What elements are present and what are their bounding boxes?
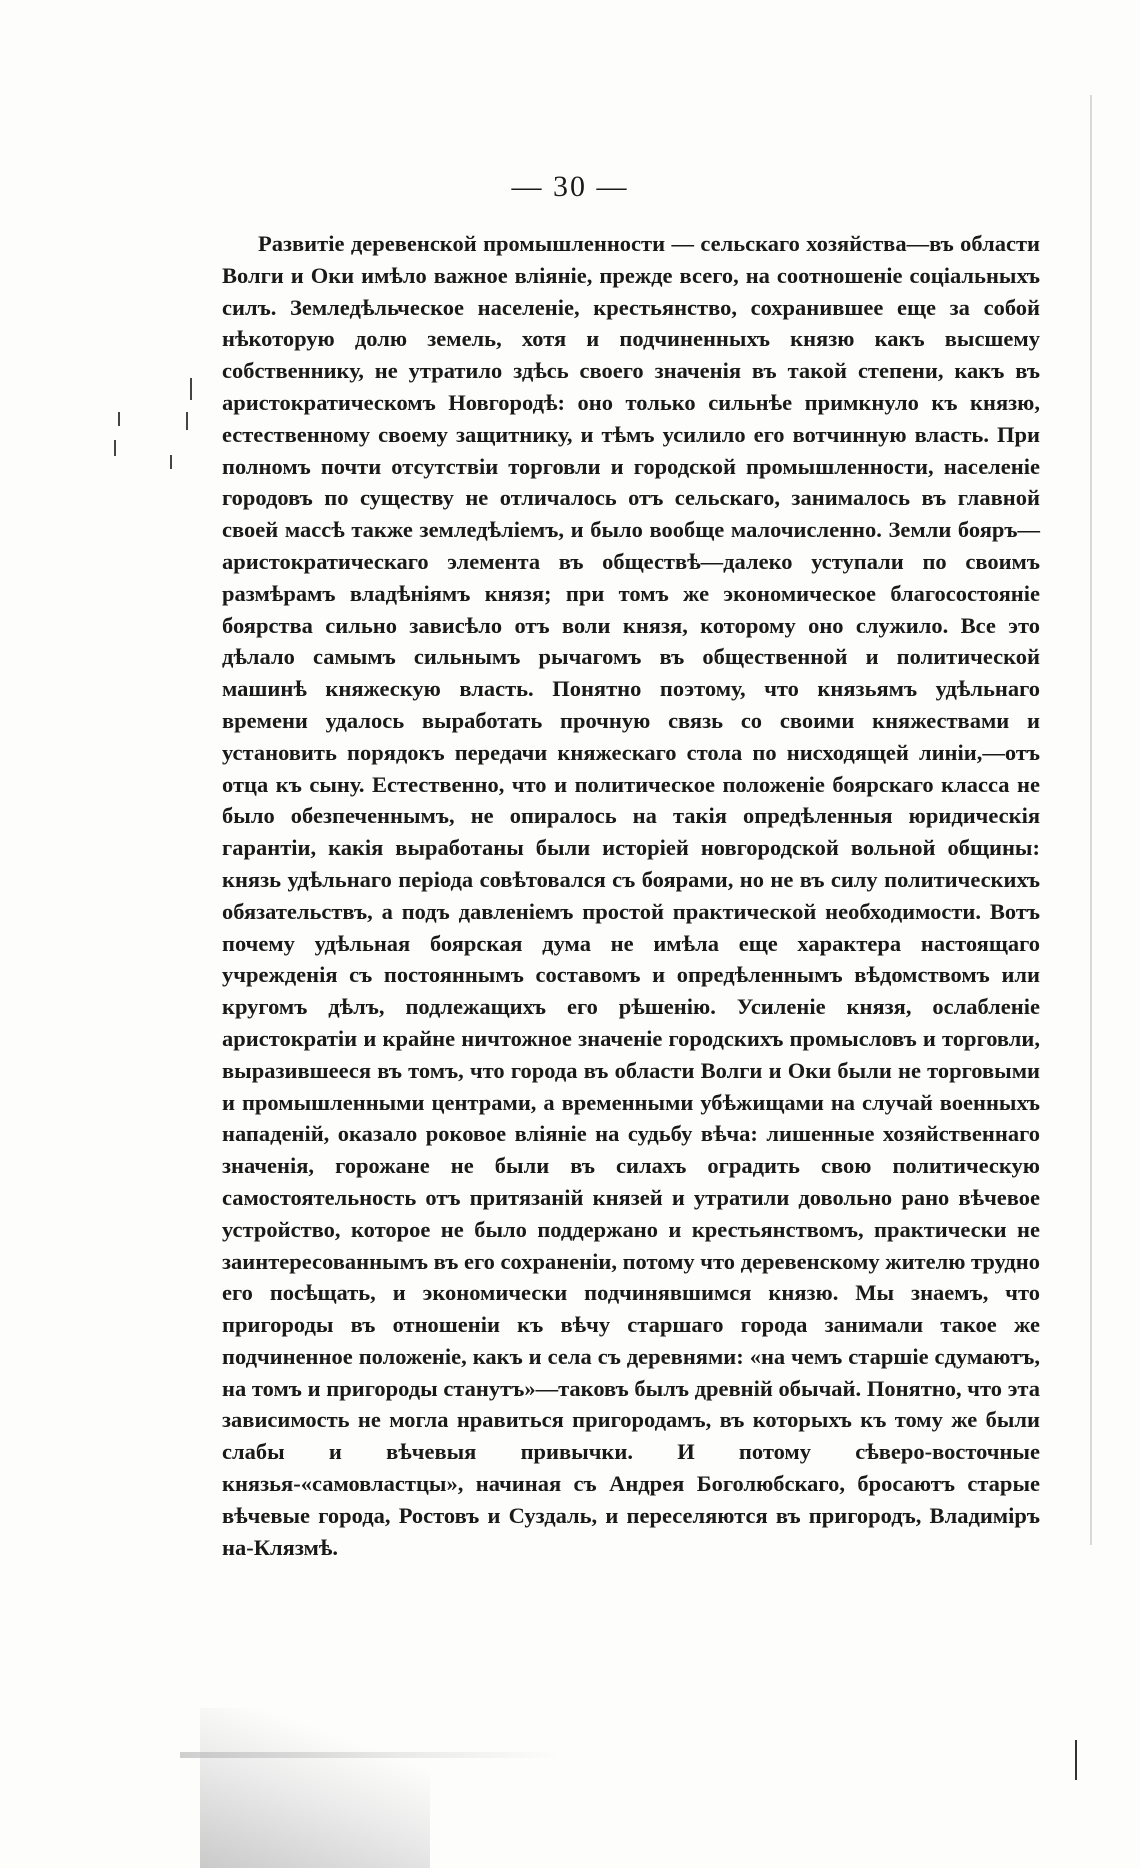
margin-mark bbox=[186, 412, 188, 430]
margin-mark bbox=[114, 440, 116, 456]
page-corner-shadow bbox=[200, 1708, 430, 1868]
margin-mark bbox=[190, 378, 192, 400]
margin-mark bbox=[170, 455, 172, 469]
page-bottom-edge bbox=[180, 1752, 560, 1758]
margin-mark bbox=[1075, 1740, 1077, 1780]
page-edge-shadow bbox=[1090, 95, 1092, 1545]
page-number: — 30 — bbox=[511, 170, 629, 203]
body-paragraph: Развитіе деревенской промышленности — сельскаго хозяйства—въ области Волги и Оки имѣло важное вліяніе, прежде всего, на соотношеніе соціальныхъ силъ. Земледѣльческое населеніе, крестьянство, сохранившее еще за собой нѣкоторую долю земель, хотя и подчиненныхъ князю какъ высшему собственнику, не утратило здѣсь своего значенія въ такой степени, какъ въ аристократическомъ Новгородѣ: оно только сильнѣе примкнуло къ князю, естественному своему защитнику, и тѣмъ усилило его вотчинную власть. При полномъ почти отсутствіи торговли и городской промышленности, населеніе городовъ по существу не отличалось отъ сельскаго, занималось въ главной своей массѣ также земледѣліемъ, и было вообще малочисленно. Земли бояръ—аристократическаго элемента въ обществѣ—далеко уступали по своимъ размѣрамъ владѣніямъ князя; при томъ же экономическое благосостояніе боярства сильно зависѣло отъ воли князя, которому оно служило. Все это дѣлало самымъ сильнымъ рычагомъ въ общественной и политической машинѣ княжескую власть. Понятно поэтому, что князьямъ удѣльнаго времени удалось выработать прочную связь со своими княжествами и установить порядокъ передачи княжескаго стола по нисходящей линіи,—отъ отца къ сыну. Естественно, что и политическое положеніе боярскаго класса не было обезпеченнымъ, не опиралось на такія опредѣленныя юридическія гарантіи, какія выработаны были исторіей новгородской вольной общины: князь удѣльнаго періода совѣтовался съ боярами, но не въ силу политическихъ обязательствъ, а подъ давленіемъ простой практической необходимости. Вотъ почему удѣльная боярская дума не имѣла еще характера настоящаго учрежденія съ постояннымъ составомъ и опредѣленнымъ вѣдомствомъ или кругомъ дѣлъ, подлежащихъ его рѣшенію. Усиленіе князя, ослабленіе аристократіи и крайне ничтожное значеніе городскихъ промысловъ и торговли, выразившееся въ томъ, что города въ области Волги и Оки были не торговыми и промышленными центрами, а временными убѣжищами на случай военныхъ нападеній, оказало роковое вліяніе на судьбу вѣча: лишенные хозяйственнаго значенія, горожане не были въ силахъ оградить свою политическую самостоятельность отъ притязаній князей и утратили довольно рано вѣчевое устройство, которое не было поддержано и крестьянствомъ, практически не заинтересованнымъ въ его сохраненіи, потому что деревенскому жителю трудно его посѣщать, и экономически подчинявшимся князю. Мы знаемъ, что пригороды въ отношеніи къ вѣчу старшаго города занимали такое же подчиненное положеніе, какъ и села съ деревнями: «на чемъ старшіе сдумаютъ, на томъ и пригороды станутъ»—таковъ былъ древній обычай. Понятно, что эта зависимость не могла нравиться пригородамъ, въ которыхъ къ тому же были слабы и вѣчевыя привычки. И потому сѣверо-восточные князья-«самовластцы», начиная съ Андрея Боголюбскаго, бросаютъ старые вѣчевые города, Ростовъ и Суздаль, и переселяются въ пригородъ, Владиміръ на-Клязмѣ. bbox=[222, 231, 1040, 1560]
margin-mark bbox=[118, 412, 120, 426]
